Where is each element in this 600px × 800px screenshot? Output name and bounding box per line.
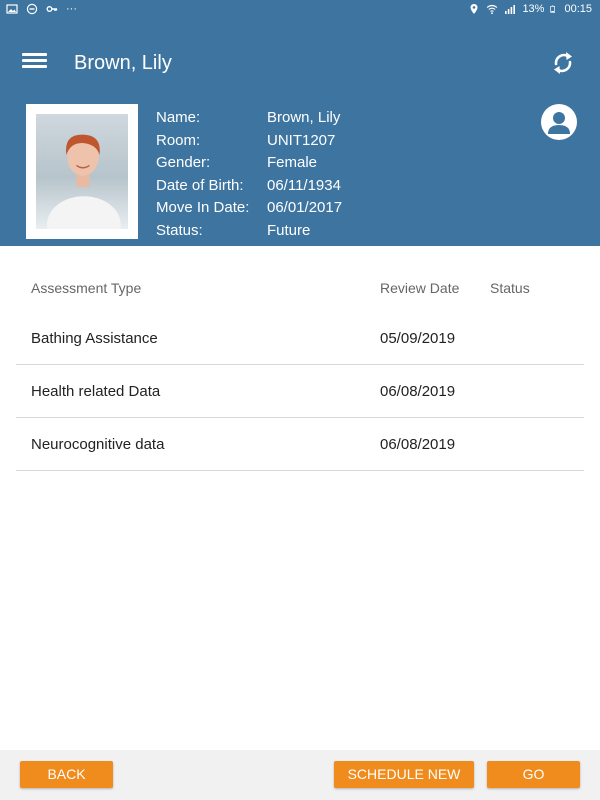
info-row-status bbox=[156, 220, 342, 243]
info-label: Date of Birth: bbox=[156, 176, 244, 194]
column-header-assessment-type: Assessment Type bbox=[31, 280, 142, 296]
table-row[interactable] bbox=[16, 418, 584, 471]
review-date: 05/09/2019 bbox=[380, 330, 456, 347]
battery-icon bbox=[550, 3, 558, 15]
bottom-action-bar bbox=[0, 750, 600, 800]
info-label: Gender: bbox=[156, 154, 211, 172]
table-row[interactable] bbox=[16, 312, 584, 365]
resident-info bbox=[156, 107, 342, 243]
portrait-image bbox=[36, 114, 128, 229]
info-row-dob bbox=[156, 175, 342, 198]
info-row-gender bbox=[156, 152, 342, 175]
key-icon bbox=[46, 3, 58, 15]
info-label: Room: bbox=[156, 131, 201, 149]
table-header bbox=[16, 270, 584, 312]
info-value: 06/11/1934 bbox=[267, 176, 341, 194]
info-value: Female bbox=[267, 154, 318, 172]
battery-percent: 13% bbox=[522, 3, 545, 15]
hamburger-menu-icon[interactable] bbox=[22, 50, 52, 74]
info-value: UNIT1207 bbox=[267, 131, 336, 149]
sync-icon[interactable] bbox=[548, 48, 578, 78]
resident-photo bbox=[26, 104, 138, 239]
status-bar bbox=[0, 0, 600, 20]
info-value: Future bbox=[267, 221, 311, 239]
back-button[interactable]: BACK bbox=[20, 761, 113, 788]
info-label: Status: bbox=[156, 221, 203, 239]
info-value: Brown, Lily bbox=[267, 109, 341, 126]
page-title: Brown, Lily bbox=[74, 52, 172, 74]
user-icon[interactable] bbox=[541, 104, 577, 140]
assessment-type: Health related Data bbox=[31, 383, 161, 400]
status-right-icons bbox=[468, 3, 592, 15]
blocked-icon bbox=[26, 3, 38, 15]
review-date: 06/08/2019 bbox=[380, 383, 456, 400]
info-label: Move In Date: bbox=[156, 199, 250, 217]
info-label: Name: bbox=[156, 109, 201, 126]
wifi-icon bbox=[486, 3, 498, 15]
go-button[interactable]: GO bbox=[487, 761, 580, 788]
assessment-type: Bathing Assistance bbox=[31, 330, 158, 347]
assessment-table bbox=[16, 270, 584, 471]
status-left-icons bbox=[6, 3, 77, 15]
info-row-move-in bbox=[156, 197, 342, 220]
table-row[interactable] bbox=[16, 365, 584, 418]
column-header-status: Status bbox=[490, 280, 530, 296]
info-value: 06/01/2017 bbox=[267, 199, 343, 217]
info-row-name bbox=[156, 107, 342, 130]
location-icon bbox=[468, 3, 480, 15]
signal-icon bbox=[504, 3, 516, 15]
review-date: 06/08/2019 bbox=[380, 436, 456, 453]
image-icon bbox=[6, 3, 18, 15]
resident-profile-panel bbox=[0, 84, 600, 246]
info-row-room bbox=[156, 130, 342, 153]
column-header-review-date: Review Date bbox=[380, 280, 460, 296]
clock: 00:15 bbox=[564, 3, 592, 15]
assessment-type: Neurocognitive data bbox=[31, 436, 165, 453]
more-icon: ··· bbox=[66, 3, 77, 15]
schedule-new-button[interactable]: SCHEDULE NEW bbox=[334, 761, 474, 788]
